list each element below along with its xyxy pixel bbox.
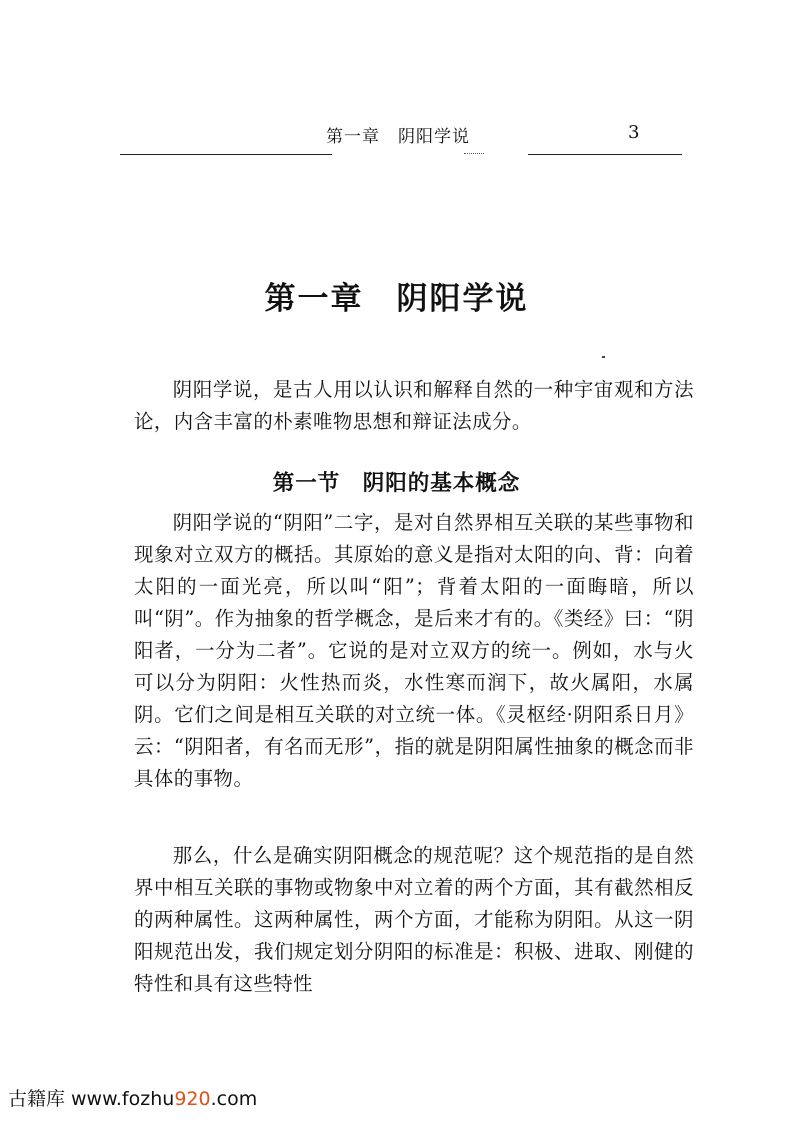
watermark-url-prefix: www.fozhu [71, 1088, 175, 1110]
watermark-url-number: 920 [174, 1088, 211, 1110]
watermark-url-suffix: .com [210, 1088, 258, 1110]
section-title: 第一节 阴阳的基本概念 [272, 470, 521, 496]
body-paragraph: 那么，什么是确实阴阳概念的规范呢？这个规范指的是自然界中相互关联的事物或物象中对立着的两个方面，其有截然相反的两种属性。这两种属性，两个方面，才能称为阴阳。从这一阴阳规范出发，我们规定划分阴阳的标准是：积极、进取、刚健的特性和具有这些特性 [134, 844, 694, 995]
header-rule-left [120, 154, 332, 155]
intro-paragraph: 阴阳学说，是古人用以认识和解释自然的一种宇宙观和方法论，内含丰富的朴素唯物思想和辩证法成分。 [134, 378, 694, 433]
header-rule-right [528, 154, 682, 155]
watermark-site-name: 古籍库 [8, 1088, 66, 1110]
chapter-title: 第一章 阴阳学说 [264, 280, 529, 317]
body-paragraph: 阴阳学说的“阴阳”二字，是对自然界相互关联的某些事物和现象对立双方的概括。其原始的意义是指对太阳的向、背：向着太阳的一面光亮，所以叫“阳”；背着太阳的一面晦暗，所以叫“阴”。作为抽象的哲学概念，是后来才有的。《类经》曰：“阴阳者，一分为二者”。它说的是对立双方的统一。例如，水与火可以分为阴阳：火性热而炎，水性寒而润下，故火属阳，水属阴。它们之间是相互关联的对立统一体。《灵枢经·阴阳系日月》云：“阴阳者，有名而无形”，指的就是阴阳属性抽象的概念而非具体的事物。 [134, 511, 694, 790]
print-speck [602, 356, 605, 358]
page-number: 3 [628, 122, 640, 143]
watermark [8, 1084, 257, 1111]
header-rule-dots [464, 153, 484, 156]
running-head-title: 第一章 阴阳学说 [326, 127, 470, 147]
running-head [0, 122, 793, 162]
